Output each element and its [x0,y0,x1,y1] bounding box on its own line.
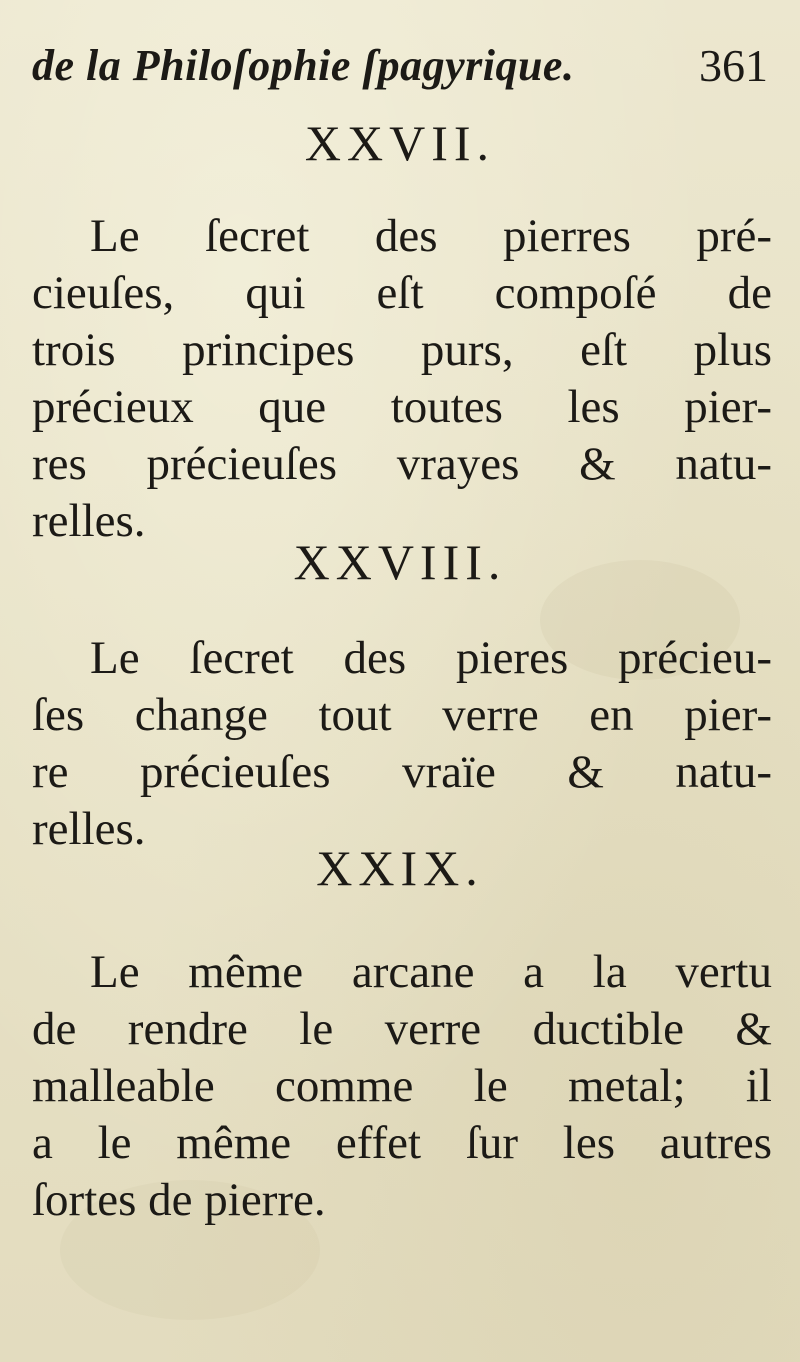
text-line: ſes change tout verre en pier- [32,689,772,741]
page-number: 361 [699,40,768,91]
text-line: a le même effet ſur les autres [32,1117,772,1169]
article-text [32,944,772,1229]
text-line: relles. [32,495,146,547]
text-line: relles. [32,803,146,855]
article-number: XXVIII. [293,534,507,590]
text-line: malleable comme le metal; il [32,1060,772,1112]
article-text [32,208,772,550]
text-line: de rendre le verre ductible & [32,1003,772,1055]
text-line: Le ſecret des pieres précieu- [90,632,772,684]
text-line: res précieuſes vrayes & natu- [32,438,772,490]
text-line: trois principes purs, eſt plus [32,324,772,376]
article-number: XXIX. [316,840,484,896]
text-line: re précieuſes vraïe & natu- [32,746,772,798]
running-head: de la Philoſophie ſpagyrique. [32,41,575,90]
text-line: Le ſecret des pierres pré- [90,210,772,262]
text-line: Le même arcane a la vertu [90,946,772,998]
article-number: XXVII. [304,115,496,171]
text-line: ſortes de pierre. [32,1174,326,1226]
text-line: précieux que toutes les pier- [32,381,772,433]
page-header [32,36,768,96]
text-line: cieuſes, qui eſt compoſé de [32,267,772,319]
article-text [32,630,772,858]
